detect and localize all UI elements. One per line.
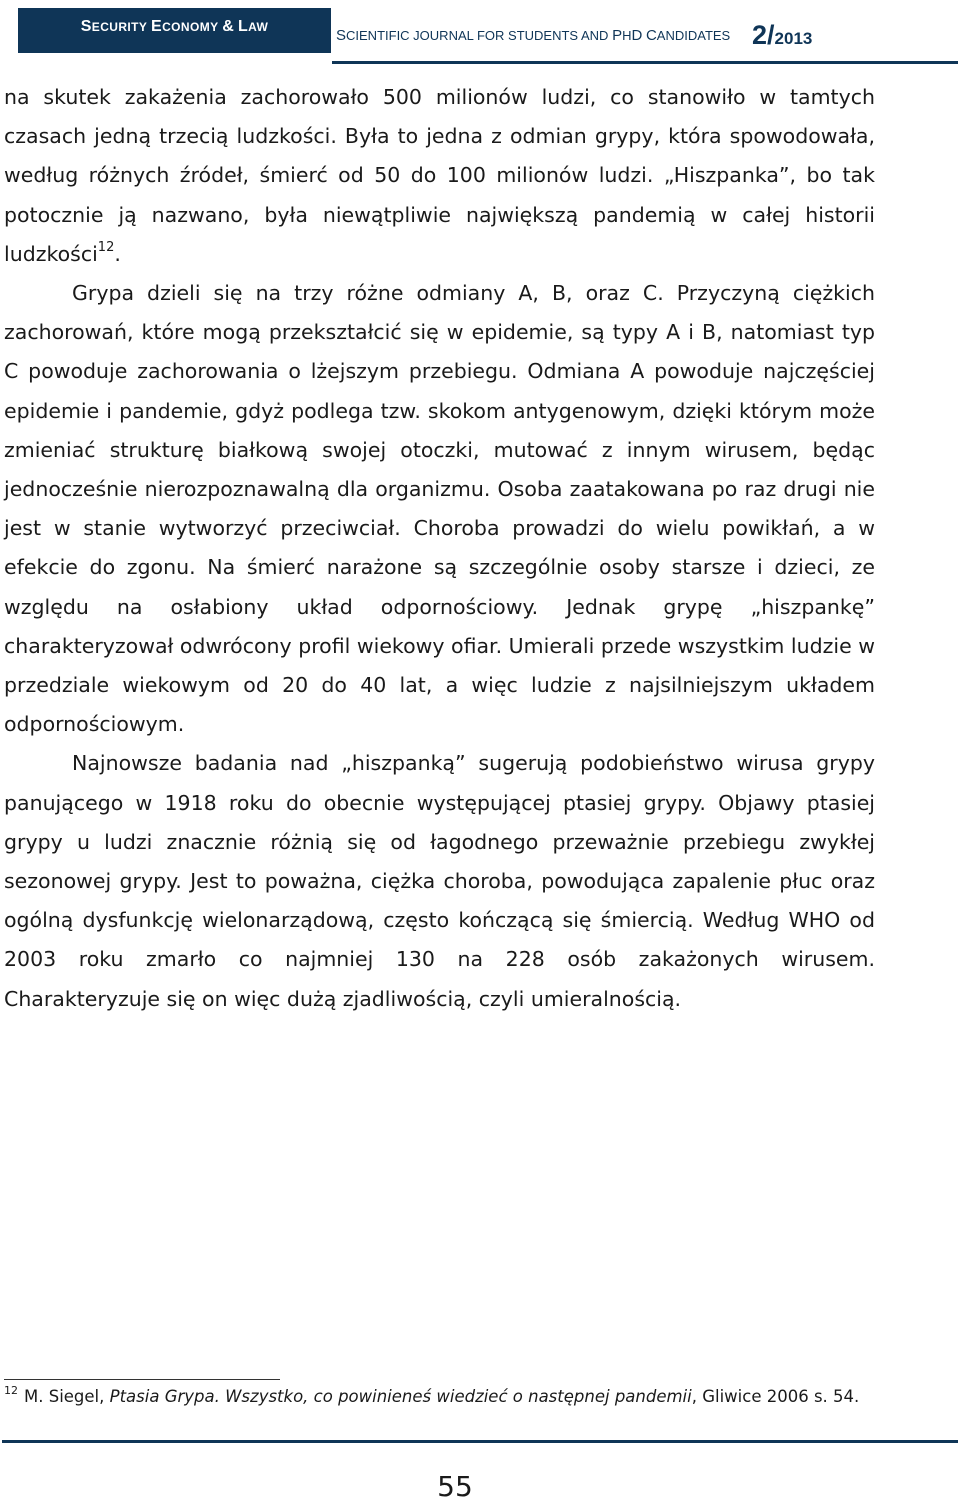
footnote-author: M. Siegel, (24, 1387, 110, 1406)
footnote-reference: 12 (97, 239, 115, 255)
article-body (4, 78, 875, 1019)
header-divider (332, 61, 958, 64)
brand-letter: E (151, 17, 163, 35)
paragraph-3: Najnowsze badania nad „hiszpanką” sugerują podobieństwo wirusa grypy panującego w 1918 roku do obecnie występującej ptasiej grypy. Objawy ptasiej grypy u ludzi znacznie różnią się od łagodnego przeważnie przebiegu zwykłej sezonowej grypy. Jest to poważna, ciężka choroba, powodująca zapalenie płuc oraz ogólną dysfunkcję wielonarządową, często kończącą się śmiercią. Według WHO od 2003 roku zmarło co najmniej 130 na 228 osób zakażonych wirusem. Charakteryzuje się on więc dużą zjadliwością, czyli umieralnością. (4, 751, 875, 1011)
journal-title-letter: P (612, 27, 623, 44)
journal-title (336, 27, 730, 44)
paragraph-1-end: . (114, 241, 121, 266)
page-number: 55 (437, 1470, 473, 1502)
page-header (0, 0, 960, 66)
journal-title-letter: S (336, 27, 347, 44)
issue-year: 2013 (774, 29, 813, 48)
footnote (4, 1385, 875, 1408)
journal-title-letter: D (631, 27, 643, 44)
footer-divider (2, 1440, 958, 1443)
issue-number: 2/ (752, 20, 775, 50)
issue-label (752, 20, 812, 51)
footnote-number: 12 (4, 1383, 18, 1397)
journal-title-text: H (622, 28, 632, 43)
brand-word: AW (248, 19, 269, 34)
journal-title-text: ANDIDATES (656, 28, 731, 43)
brand-word: ECURITY (91, 19, 148, 34)
brand-ampersand: & (222, 17, 235, 35)
journal-brand-logo (18, 8, 331, 53)
footnote-citation-rest: , Gliwice 2006 s. 54. (691, 1387, 860, 1406)
paragraph-1-text: na skutek zakażenia zachorowało 500 milionów ludzi, co stanowiło w tamtych czasach jedną trzecią ludzkości. Była to jedna z odmian grypy, która spowodowała, według różnych źródeł, śmierć od 50 do 100 milionów ludzi. „Hiszpanka”, bo tak potocznie ją nazwano, była niewątpliwie największą pandemią w całej historii ludzkości (4, 85, 875, 266)
footnote-title: Ptasia Grypa. Wszystko, co powinieneś wiedzieć o następnej pandemii (109, 1387, 692, 1406)
brand-letter: L (237, 17, 249, 35)
journal-title-letter: C (645, 27, 657, 44)
paragraph-2: Grypa dzieli się na trzy różne odmiany A, B, oraz C. Przyczyną ciężkich zachorowań, które mogą przekształcić się w epidemie, są typy A i B, natomiast typ C powoduje zachorowania o lżejszym przebiegu. Odmiana A powoduje najczęściej epidemie i pandemie, gdyż podlega tzw. skokom antygenowym, dzięki którym może zmieniać strukturę białkową swojej otoczki, mutować z innym wirusem, będąc jednocześnie nierozpoznawalną dla organizmu. Osoba zaatakowana po raz drugi nie jest w stanie wytworzyć przeciwciał. Choroba prowadzi do wielu powikłań, a w efekcie do zgonu. Na śmierć narażone są szczególnie osoby starsze i dzieci, ze względu na osłabiony układ odpornościowy. Jednak grypę „hiszpankę” charakteryzował odwrócony profil wiekowy ofiar. Umierali przede wszystkim ludzie w przedziale wiekowym od 20 do 40 lat, a więc ludzie z najsilniejszym układem odpornościowym. (4, 281, 875, 737)
brand-word: CONOMY (162, 19, 219, 34)
journal-title-text: CIENTIFIC JOURNAL FOR STUDENTS AND (346, 28, 609, 43)
footnote-divider (4, 1379, 280, 1380)
paragraph-1 (4, 78, 875, 274)
brand-letter: S (80, 17, 92, 35)
